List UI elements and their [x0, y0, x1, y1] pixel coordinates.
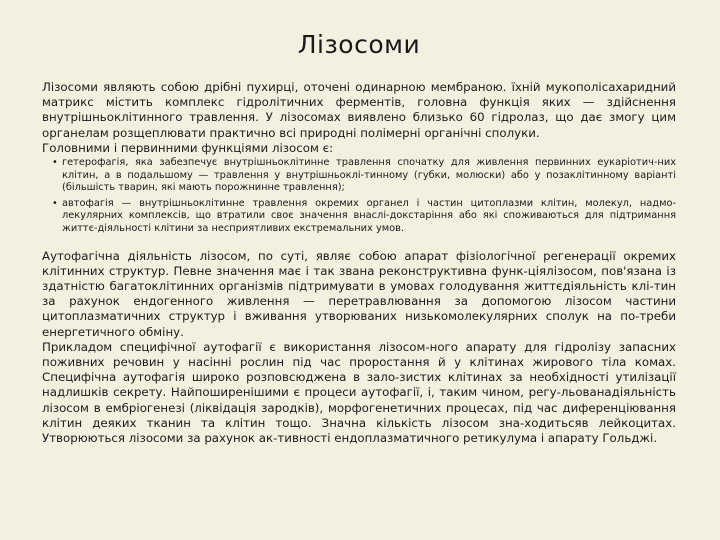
- list-item-text: гетерофагія, яка забезпечує внутрішньоклітинне травлення спочатку для живлення первинних еукаріотич-них клітин, а в подальшому — травлення у внутрішньоклі-тинному (губки, молюски) або у позаклітинному варіанті (більшість тварин, які мають порожнинне травлення);: [62, 157, 676, 194]
- list-item-text: автофагія — внутрішньоклітинне травлення окремих органел і частин цитоплазми клітин, молекул, надмо-лекулярних комплексів, що втратили своє значення внаслі-докстаріння або які споживаються для підтримання життє-діяльності клітини за несприятливих екстремальних умов.: [62, 197, 676, 234]
- intro-text: являють собою дрібні пухирці, оточені одинарною мембраною. їхній мукополісахаридний матрикс містить комплекс гідролітичних ферментів, головна функція яких — здійснення внутрішньоклітинного травлення. У лізосомах виявлено близько 60 гідролаз, що дає змогу цим органелам розщеплювати практично всі природні полімерні органічні сполуки.: [42, 80, 676, 140]
- list-item: [52, 157, 676, 195]
- examples-paragraph: Прикладом специфічної аутофагії є використання лізосом-ного апарату для гідролізу запасних поживних речовин у насінні рослин під час проростання й у клітинах жирового тіла комах. Специфічна аутофагія широко розповсюджена в зало-зистих клітинах за необхідності утилізації надлишків секрету. Найпоширенішими є процеси аутофагії, і, таким чином, регу-льованадіяльність лізосом в ембріогенезі (ліквідація зародків), морфогенетичних процесах, під час диференціювання клітин деяких тканин та клітин тощо. Значна кількість лізосом зна-ходитьсяв лейкоцитах. Утворюються лізосоми за рахунок ак-тивності ендоплазматичного ретикулума і апарату Гольджі.: [42, 339, 676, 446]
- second-text-block: [42, 249, 676, 447]
- intro-lead-term: Лізосоми: [42, 80, 98, 94]
- slide-title: Лізосоми: [297, 30, 421, 59]
- intro-paragraph: [42, 80, 676, 141]
- functions-list: [42, 157, 676, 236]
- functions-heading: Головними і первинними функціями лізосом є:: [42, 140, 334, 155]
- list-item: [52, 197, 676, 236]
- autophagy-paragraph: Аутофагічна діяльність лізосом, по суті, являє собою апарат фізіологічної регенерації окремих клітинних структур. Певне значення має і так звана реконструктивна функ-ціялізосом, пов'язана із здатністю багатоклітинних організмів підтримувати в умовах голодування життєдіяльність клі-тин за рахунок ендогенного живлення — перетравлювання за допомогою лізосом частини цитоплазматичних структур і вживання утворюваних низькомолекулярних сполук на по-треби енергетичного обміну.: [42, 248, 676, 339]
- bullet-marker: •: [52, 157, 58, 169]
- bullet-marker: •: [52, 197, 58, 209]
